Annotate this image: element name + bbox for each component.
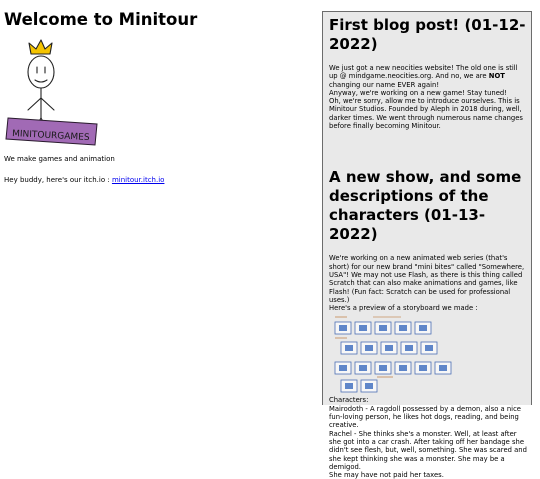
character-entry: Rachel - She thinks she's a monster. Well, at least after she got into a car crash. After taking off her bandage she didn't see flesh, but, well, something. She was scared and she kept thinking she was a monster. She may be a demigod. [329,429,527,471]
post-paragraph: Here's a preview of a storyboard we made : [329,304,478,313]
site-title: Welcome to Minitour [4,10,198,29]
storyboard-image [333,314,453,396]
post-title: A new show, and some descriptions of the characters (01-13-2022) [329,168,522,244]
blog-panel[interactable] [322,11,532,479]
tagline: We make games and animation [4,155,115,163]
post-title: First blog post! (01-12-2022) [329,16,526,53]
post-paragraph: Oh, we're sorry, allow me to introduce ourselves. This is Minitour Studios. Founded by Aleph in 2018 during, well, darker times. We went through numerous name changes before finally becoming Minitour. [329,97,523,131]
logo-text: MINITOURGAMES [11,129,90,144]
itch-label: Hey buddy, here's our itch.io : [4,176,112,184]
post-body [329,64,527,130]
itch-line [4,176,304,184]
post-body [329,254,527,479]
character-entry: Mairodoth - A ragdoll possessed by a demon, also a nice fun-loving person, he likes hot dogs, reading, and being creative. [329,404,521,430]
post-paragraph: We're working on a new animated web series (that's short) for our new brand "mini bites" called "Somewhere, USA"! We may not use Flash, as there is this thing called Scratch that can also make animations and games, like Flash! (Fun fact: Scratch can be used for professional uses.) [329,254,525,304]
post-text: changing our name EVER again! [329,80,440,89]
character-entry: She may have not paid her taxes. [329,471,444,479]
post-paragraph: Anyway, we're working on a new game! Stay tuned! [329,88,507,97]
post-text: We just got a new neocities website! The old one is still up @ mindgame.neocities.org. And no, we are [329,64,518,81]
characters-heading: Characters: [329,396,369,405]
post-paragraph [329,64,527,89]
minitour-logo [4,38,104,150]
post-emphasis: NOT [488,72,505,81]
main-column [4,0,304,184]
itch-link[interactable]: minitour.itch.io [111,176,165,184]
